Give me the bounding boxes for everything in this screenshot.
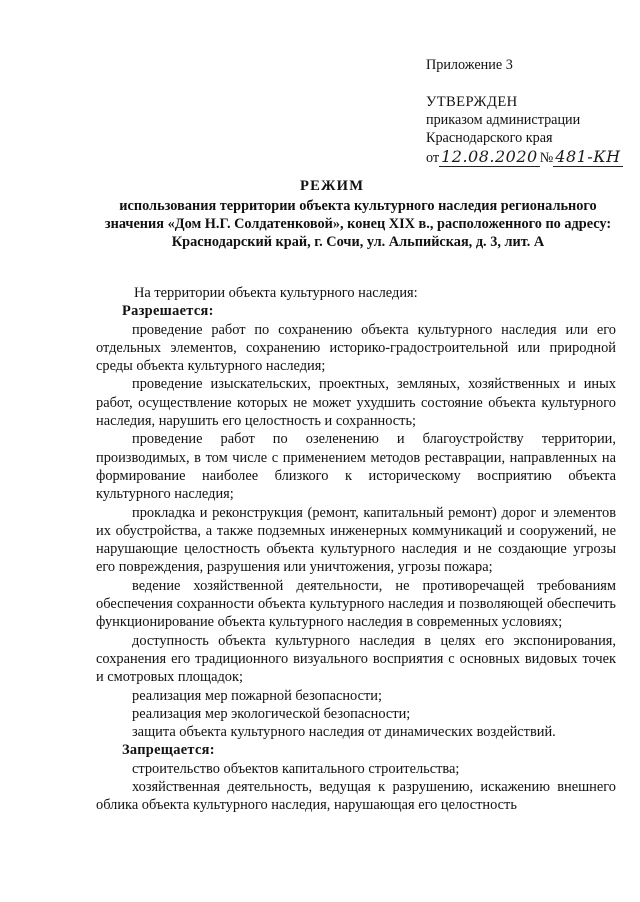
allowed-item: проведение работ по озеленению и благоустройству территории, производимых, в том числе с применением методов реставрации, направленных на формирование наиболее близкого к историческому восприятию объекта культурного наследия; — [96, 431, 616, 503]
approval-block — [426, 56, 636, 168]
document-subtitle: использования территории объекта культурного наследия регионального значения «Дом Н.Г. Солдатенковой», конец XIX в., расположенного по адресу: Краснодарский край, г. Сочи, ул. Альпийская, д. 3, лит. А — [104, 198, 612, 251]
forbidden-item: строительство объектов капитального строительства; — [132, 760, 460, 777]
order-date-number — [426, 147, 636, 168]
annex-label: Приложение 3 — [426, 57, 513, 73]
handwritten-date: 12.08.2020 — [441, 147, 538, 166]
forbidden-item: хозяйственная деятельность, ведущая к разрушению, искажению внешнего облика объекта культурного наследия, нарушающая его целостность — [96, 779, 616, 814]
order-line-2: Краснодарского края — [426, 130, 553, 146]
intro-text: На территории объекта культурного наследия: — [134, 285, 418, 301]
date-prefix: от — [426, 150, 440, 166]
forbidden-heading: Запрещается: — [122, 742, 215, 759]
document-body — [96, 284, 616, 815]
allowed-item: доступность объекта культурного наследия в целях его экспонирования, сохранения его традиционного визуального восприятия с основных видовых точек и смотровых площадок; — [96, 632, 616, 686]
number-prefix: № — [539, 150, 554, 166]
allowed-item: реализация мер экологической безопасности; — [132, 705, 411, 722]
handwritten-number: 481-КН — [555, 147, 621, 166]
allowed-item: прокладка и реконструкция (ремонт, капитальный ремонт) дорог и элементов их обустройства, а также подземных инженерных коммуникаций и сооружений, не нарушающие целостность объекта культурного наследия и не создающие угрозы его повреждения, разрушения или уничтожения, угрозы пожара; — [96, 504, 616, 576]
allowed-item: защита объекта культурного наследия от динамических воздействий. — [132, 724, 556, 741]
order-line-1: приказом администрации — [426, 112, 581, 128]
allowed-item: реализация мер пожарной безопасности; — [132, 687, 382, 704]
allowed-item: проведение работ по сохранению объекта культурного наследия или его отдельных элементов, сохранению историко-градостроительной или природной среды объекта культурного наследия; — [96, 321, 616, 375]
approved-label: УТВЕРЖДЕН — [426, 94, 518, 110]
allowed-item: проведение изыскательских, проектных, земляных, хозяйственных и иных работ, осуществление которых не может ухудшить состояние объекта культурного наследия, нарушить его целостность и сохранность; — [96, 376, 616, 430]
allowed-item: ведение хозяйственной деятельности, не противоречащей требованиям обеспечения сохранности объекта культурного наследия и позволяющей обеспечить функционирование объекта культурного наследия в современных условиях; — [96, 577, 616, 631]
document-heading: РЕЖИМ — [300, 178, 365, 194]
allowed-heading: Разрешается: — [122, 303, 214, 320]
